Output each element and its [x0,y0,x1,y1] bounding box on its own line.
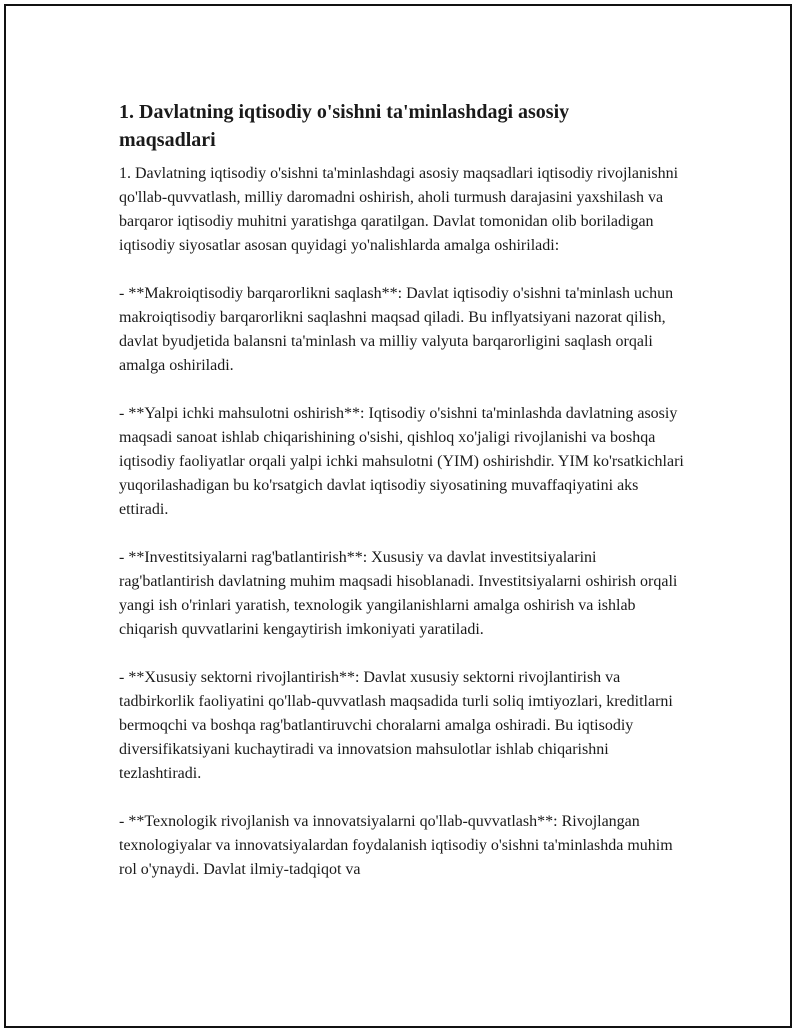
paragraph-gdp-growth: - **Yalpi ichki mahsulotni oshirish**: Iqtisodiy o'sishni ta'minlashda davlatning asosiy maqsadi sanoat ishlab chiqarishining o'sishi, qishloq xo'jaligi rivojlanishi va boshqa iqtisodiy faoliyatlar orqali yalpi ichki mahsulotni (YIM) oshirishdir. YIM ko'rsatkichlari yuqorilashadigan bu ko'rsatgich davlat iqtisodiy siyosatining muvaffaqiyatini aks ettiradi. [119,405,684,518]
document-body [119,98,689,906]
paragraph-investment: - **Investitsiyalarni rag'batlantirish**: Xususiy va davlat investitsiyalarini rag'batlantirish davlatning muhim maqsadi hisoblanadi. Investitsiyalarni oshirish orqali yangi ish o'rinlari yaratish, texnologik yangilanishlarni amalga oshirish va ishlab chiqarish quvvatlarini kengaytirish imkoniyati yaratiladi. [119,549,678,638]
paragraph-intro: 1. Davlatning iqtisodiy o'sishni ta'minlashdagi asosiy maqsadlari iqtisodiy rivojlanishni qo'llab-quvvatlash, milliy daromadni oshirish, aholi turmush darajasini yaxshilash va barqaror iqtisodiy muhitni yaratishga qaratilgan. Davlat tomonidan olib boriladigan iqtisodiy siyosatlar asosan quyidagi yo'nalishlarda amalga oshiriladi: [119,165,679,254]
document-page [4,4,792,1028]
document-title: 1. Davlatning iqtisodiy o'sishni ta'minlashdagi asosiy maqsadlari [119,101,570,151]
paragraph-technology: - **Texnologik rivojlanish va innovatsiyalarni qo'llab-quvvatlash**: Rivojlangan texnologiyalar va innovatsiyalardan foydalanish iqtisodiy o'sishni ta'minlashda muhim rol o'ynaydi. Davlat ilmiy-tadqiqot va [119,813,673,878]
paragraph-macro-stability: - **Makroiqtisodiy barqarorlikni saqlash**: Davlat iqtisodiy o'sishni ta'minlash uchun makroiqtisodiy barqarorlikni saqlashni maqsad qiladi. Bu inflyatsiyani nazorat qilish, davlat byudjetida balansni ta'minlash va milliy valyuta barqarorligini saqlash orqali amalga oshiriladi. [119,285,674,374]
paragraph-private-sector: - **Xususiy sektorni rivojlantirish**: Davlat xususiy sektorni rivojlantirish va tadbirkorlik faoliyatini qo'llab-quvvatlash maqsadida turli soliq imtiyozlari, kreditlarni bermoqchi va boshqa rag'batlantiruvchi choralarni amalga oshiradi. Bu iqtisodiy diversifikatsiyani kuchaytiradi va innovatsion mahsulotlar ishlab chiqarishni tezlashtiradi. [119,669,673,782]
